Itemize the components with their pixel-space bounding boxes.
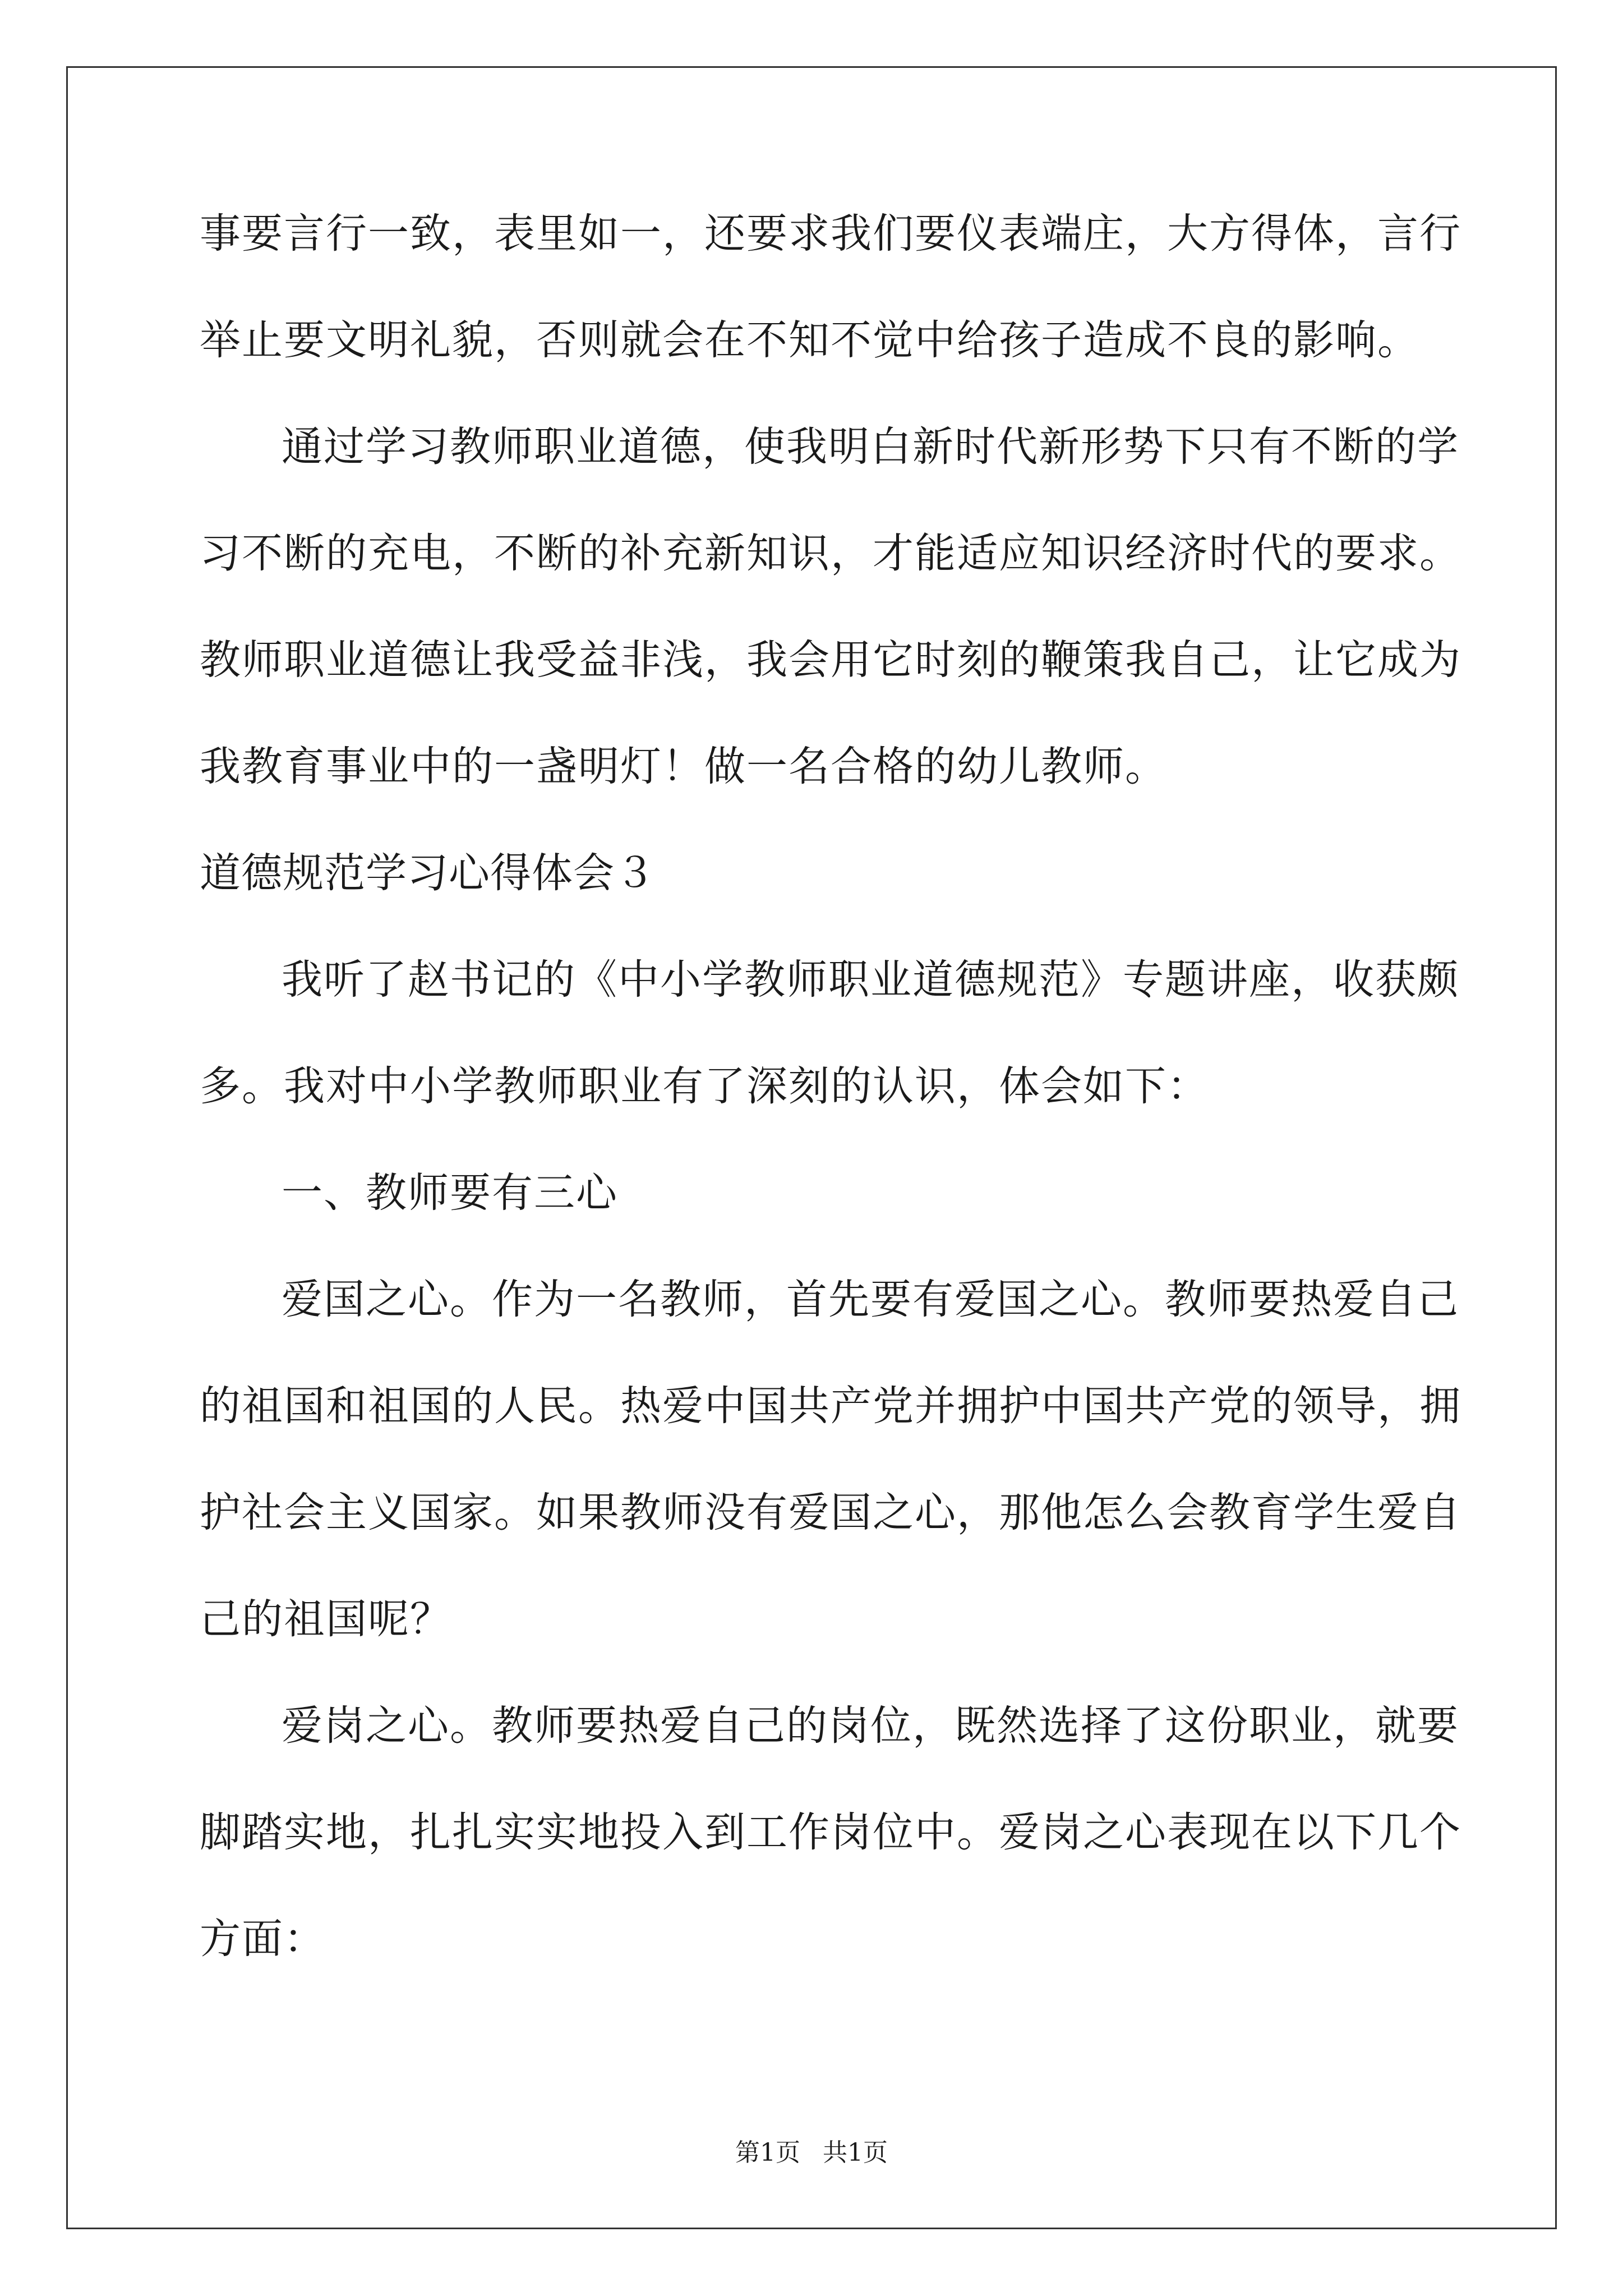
text-line: 习不断的充电，不断的补充新知识，才能适应知识经济时代的要求。 bbox=[200, 530, 1461, 577]
section-heading: 道德规范学习心得体会３ bbox=[200, 849, 656, 897]
text-line: 通过学习教师职业道德，使我明白新时代新形势下只有不断的学 bbox=[282, 423, 1459, 471]
page-number: 第1页 bbox=[735, 2138, 800, 2167]
text-line: 多。我对中小学教师职业有了深刻的认识，体会如下： bbox=[200, 1062, 1209, 1110]
text-line: 脚踏实地，扎扎实实地投入到工作岗位中。爱岗之心表现在以下几个 bbox=[200, 1809, 1461, 1856]
text-line: 爱国之心。作为一名教师，首先要有爱国之心。教师要热爱自己 bbox=[282, 1276, 1459, 1323]
subheading: 一、教师要有三心 bbox=[282, 1169, 618, 1217]
document-body bbox=[200, 210, 1461, 2025]
text-line: 我教育事业中的一盏明灯！做一名合格的幼儿教师。 bbox=[200, 743, 1167, 790]
text-line: 护社会主义国家。如果教师没有爱国之心，那他怎么会教育学生爱自 bbox=[200, 1489, 1461, 1536]
page-footer bbox=[0, 2138, 1623, 2167]
text-line: 我听了赵书记的《中小学教师职业道德规范》专题讲座，收获颇 bbox=[282, 956, 1459, 1004]
page-total: 共1页 bbox=[823, 2138, 888, 2167]
text-line: 方面： bbox=[200, 1915, 326, 1963]
text-line: 教师职业道德让我受益非浅，我会用它时刻的鞭策我自己，让它成为 bbox=[200, 636, 1461, 684]
text-line: 举止要文明礼貌，否则就会在不知不觉中给孩子造成不良的影响。 bbox=[200, 316, 1419, 364]
text-line: 爱岗之心。教师要热爱自己的岗位，既然选择了这份职业，就要 bbox=[282, 1702, 1459, 1750]
text-line: 事要言行一致，表里如一，还要求我们要仪表端庄，大方得体，言行 bbox=[200, 210, 1461, 257]
text-line: 己的祖国呢？ bbox=[200, 1595, 452, 1643]
text-line: 的祖国和祖国的人民。热爱中国共产党并拥护中国共产党的领导，拥 bbox=[200, 1382, 1461, 1430]
